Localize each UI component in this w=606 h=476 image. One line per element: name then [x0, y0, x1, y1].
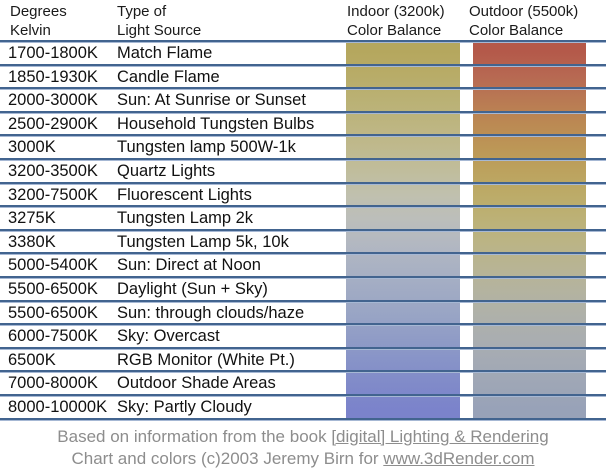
header-light-source: [117, 2, 201, 40]
header-degrees-kelvin: [10, 2, 67, 40]
kelvin-cell: 5500-6500K: [8, 279, 98, 298]
kelvin-cell: 1850-1930K: [8, 67, 98, 86]
footer-line1: [0, 426, 606, 448]
source-cell: Sun: through clouds/haze: [117, 303, 305, 322]
source-cell: Household Tungsten Bulbs: [117, 114, 315, 133]
book-link[interactable]: [digital] Lighting & Rendering: [331, 427, 549, 446]
table-row: [0, 347, 606, 371]
kelvin-cell: 3275K: [8, 209, 56, 228]
source-cell: Fluorescent Lights: [117, 185, 252, 204]
website-link[interactable]: www.3dRender.com: [383, 449, 535, 468]
source-cell: Sun: Direct at Noon: [117, 256, 261, 275]
table-row: [0, 229, 606, 253]
kelvin-cell: 6500K: [8, 350, 56, 369]
table-row: [0, 205, 606, 229]
kelvin-cell: 3000K: [8, 138, 56, 157]
table-row: [0, 276, 606, 300]
footer-line2: [0, 448, 606, 470]
table-row: [0, 87, 606, 111]
kelvin-cell: 6000-7500K: [8, 327, 98, 346]
source-cell: Match Flame: [117, 44, 213, 62]
table-row: [0, 394, 606, 418]
header-source-line2: Light Source: [117, 22, 202, 39]
footer-line1-text: Based on information from the book: [57, 427, 332, 446]
source-cell: Sky: Partly Cloudy: [117, 397, 252, 416]
header-degrees-line1: Degrees: [10, 3, 67, 20]
table-row: [0, 370, 606, 394]
table: [0, 40, 606, 421]
source-cell: Quartz Lights: [117, 161, 216, 180]
table-row: [0, 182, 606, 206]
footer-line2-text: Chart and colors (c)2003 Jeremy Birn for: [71, 449, 384, 468]
source-cell: Outdoor Shade Areas: [117, 374, 276, 393]
table-row: [0, 134, 606, 158]
kelvin-cell: 1700-1800K: [8, 44, 98, 62]
source-cell: RGB Monitor (White Pt.): [117, 350, 295, 369]
header-degrees-line2: Kelvin: [10, 22, 51, 39]
source-cell: Daylight (Sun + Sky): [117, 279, 268, 298]
table-row: [0, 111, 606, 135]
footer: [0, 426, 606, 470]
header-source-line1: Type of: [117, 3, 167, 20]
kelvin-cell: 5500-6500K: [8, 303, 98, 322]
table-row: [0, 323, 606, 347]
header-outdoor-line2: Color Balance: [469, 22, 564, 39]
kelvin-cell: 3200-3500K: [8, 161, 98, 180]
source-cell: Sun: At Sunrise or Sunset: [117, 91, 306, 110]
kelvin-cell: 7000-8000K: [8, 374, 98, 393]
header-outdoor-balance: [469, 2, 578, 40]
header-outdoor-line1: Outdoor (5500k): [469, 3, 579, 20]
header-indoor-line1: Indoor (3200k): [347, 3, 445, 20]
kelvin-cell: 8000-10000K: [8, 397, 108, 416]
source-cell: Candle Flame: [117, 67, 220, 86]
header-indoor-line2: Color Balance: [347, 22, 442, 39]
table-row: [0, 252, 606, 276]
kelvin-cell: 3380K: [8, 232, 56, 251]
table-bottom-border: [0, 418, 606, 421]
source-cell: Sky: Overcast: [117, 327, 220, 346]
table-row: [0, 300, 606, 324]
source-cell: Tungsten lamp 500W-1k: [117, 138, 296, 157]
table-row: [0, 64, 606, 88]
table-row: [0, 40, 606, 64]
kelvin-cell: 2000-3000K: [8, 91, 98, 110]
table-row: [0, 158, 606, 182]
source-cell: Tungsten Lamp 2k: [117, 209, 254, 228]
source-cell: Tungsten Lamp 5k, 10k: [117, 232, 289, 251]
header-indoor-balance: [347, 2, 445, 40]
kelvin-cell: 3200-7500K: [8, 185, 98, 204]
kelvin-cell: 2500-2900K: [8, 114, 98, 133]
kelvin-cell: 5000-5400K: [8, 256, 98, 275]
